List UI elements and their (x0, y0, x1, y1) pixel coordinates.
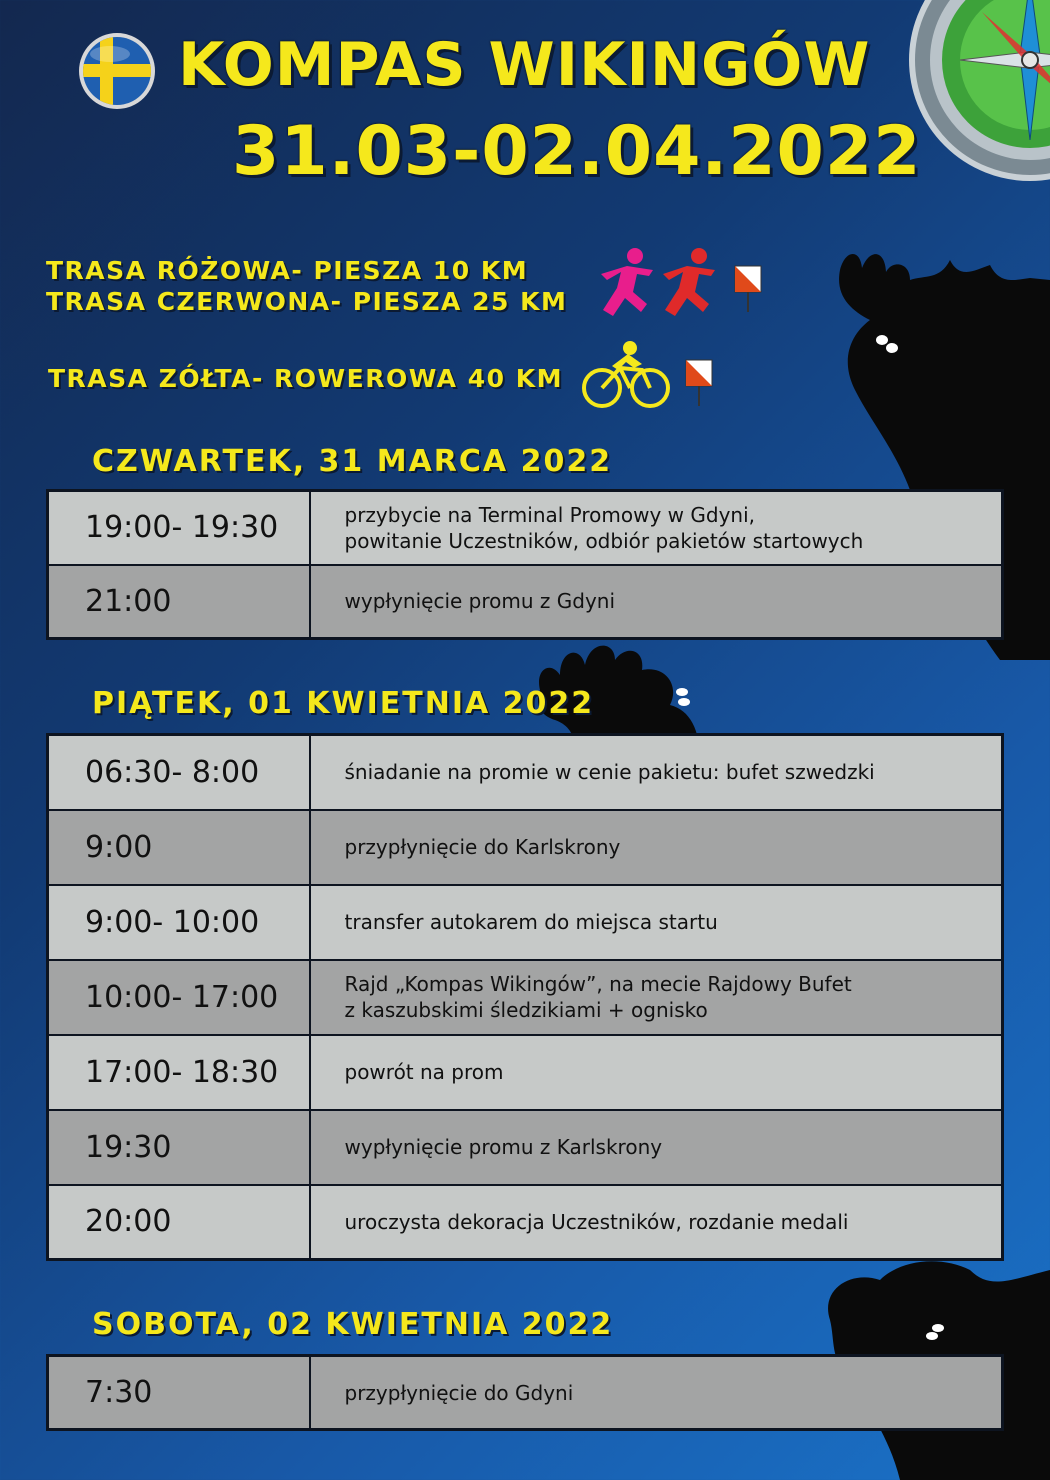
time-cell: 19:30 (48, 1110, 310, 1185)
table-row (48, 960, 1003, 1035)
description-line: transfer autokarem do miejsca startu (344, 910, 718, 934)
description-cell (310, 885, 1003, 960)
description-line: z kaszubskimi śledzikiami + ognisko (344, 998, 708, 1022)
description-line: wypłynięcie promu z Karlskrony (344, 1135, 663, 1159)
swedish-flag-icon (78, 32, 156, 110)
time-cell: 7:30 (48, 1356, 310, 1430)
table-row (48, 735, 1003, 810)
description-line: wypłynięcie promu z Gdyni (344, 589, 616, 614)
description-cell (310, 735, 1003, 810)
time-cell: 10:00- 17:00 (48, 960, 310, 1035)
description-cell (310, 565, 1003, 639)
description-cell (310, 960, 1003, 1035)
compass-icon (900, 0, 1050, 220)
description-cell (310, 1035, 1003, 1110)
table-row (48, 1356, 1003, 1430)
description-cell (310, 1110, 1003, 1185)
day-heading-thursday: CZWARTEK, 31 MARCA 2022 (92, 444, 613, 479)
schedule-table-saturday (46, 1354, 1004, 1431)
description-line: uroczysta dekoracja Uczestników, rozdanie medali (344, 1209, 849, 1234)
time-cell: 9:00 (48, 810, 310, 885)
table-row (48, 1110, 1003, 1185)
time-cell: 9:00- 10:00 (48, 885, 310, 960)
table-row (48, 565, 1003, 639)
time-cell: 21:00 (48, 565, 310, 639)
description-cell (310, 1185, 1003, 1260)
table-row (48, 491, 1003, 565)
cyclist-icon (580, 340, 720, 412)
description-cell (310, 491, 1003, 565)
schedule-table-thursday (46, 489, 1004, 640)
description-line: przypłynięcie do Karlskrony (344, 835, 621, 859)
table-row (48, 1035, 1003, 1110)
description-line: przybycie na Terminal Promowy w Gdyni, (344, 502, 755, 527)
description-line: powitanie Uczestników, odbiór pakietów startowych (344, 528, 864, 553)
description-line: Rajd „Kompas Wikingów”, na mecie Rajdowy Bufet (344, 972, 852, 996)
page-title: KOMPAS WIKINGÓW (178, 30, 871, 100)
table-row (48, 885, 1003, 960)
route-red: TRASA CZERWONA- PIESZA 25 KM (46, 287, 568, 316)
time-cell: 06:30- 8:00 (48, 735, 310, 810)
description-cell (310, 810, 1003, 885)
description-line: śniadanie na promie w cenie pakietu: bufet szwedzki (344, 760, 875, 785)
time-cell: 20:00 (48, 1185, 310, 1260)
table-row (48, 810, 1003, 885)
day-heading-friday: PIĄTEK, 01 KWIETNIA 2022 (92, 686, 595, 721)
route-yellow: TRASA ZÓŁTA- ROWEROWA 40 KM (48, 364, 563, 393)
description-line: powrót na prom (344, 1060, 504, 1084)
walkers-icon (583, 246, 773, 326)
time-cell: 17:00- 18:30 (48, 1035, 310, 1110)
event-dates: 31.03-02.04.2022 (232, 112, 922, 191)
table-row (48, 1185, 1003, 1260)
description-line: przypłynięcie do Gdyni (344, 1380, 574, 1405)
day-heading-saturday: SOBOTA, 02 KWIETNIA 2022 (92, 1307, 614, 1342)
time-cell: 19:00- 19:30 (48, 491, 310, 565)
description-cell (310, 1356, 1003, 1430)
route-pink: TRASA RÓŻOWA- PIESZA 10 KM (46, 256, 529, 285)
schedule-table-friday (46, 733, 1004, 1261)
